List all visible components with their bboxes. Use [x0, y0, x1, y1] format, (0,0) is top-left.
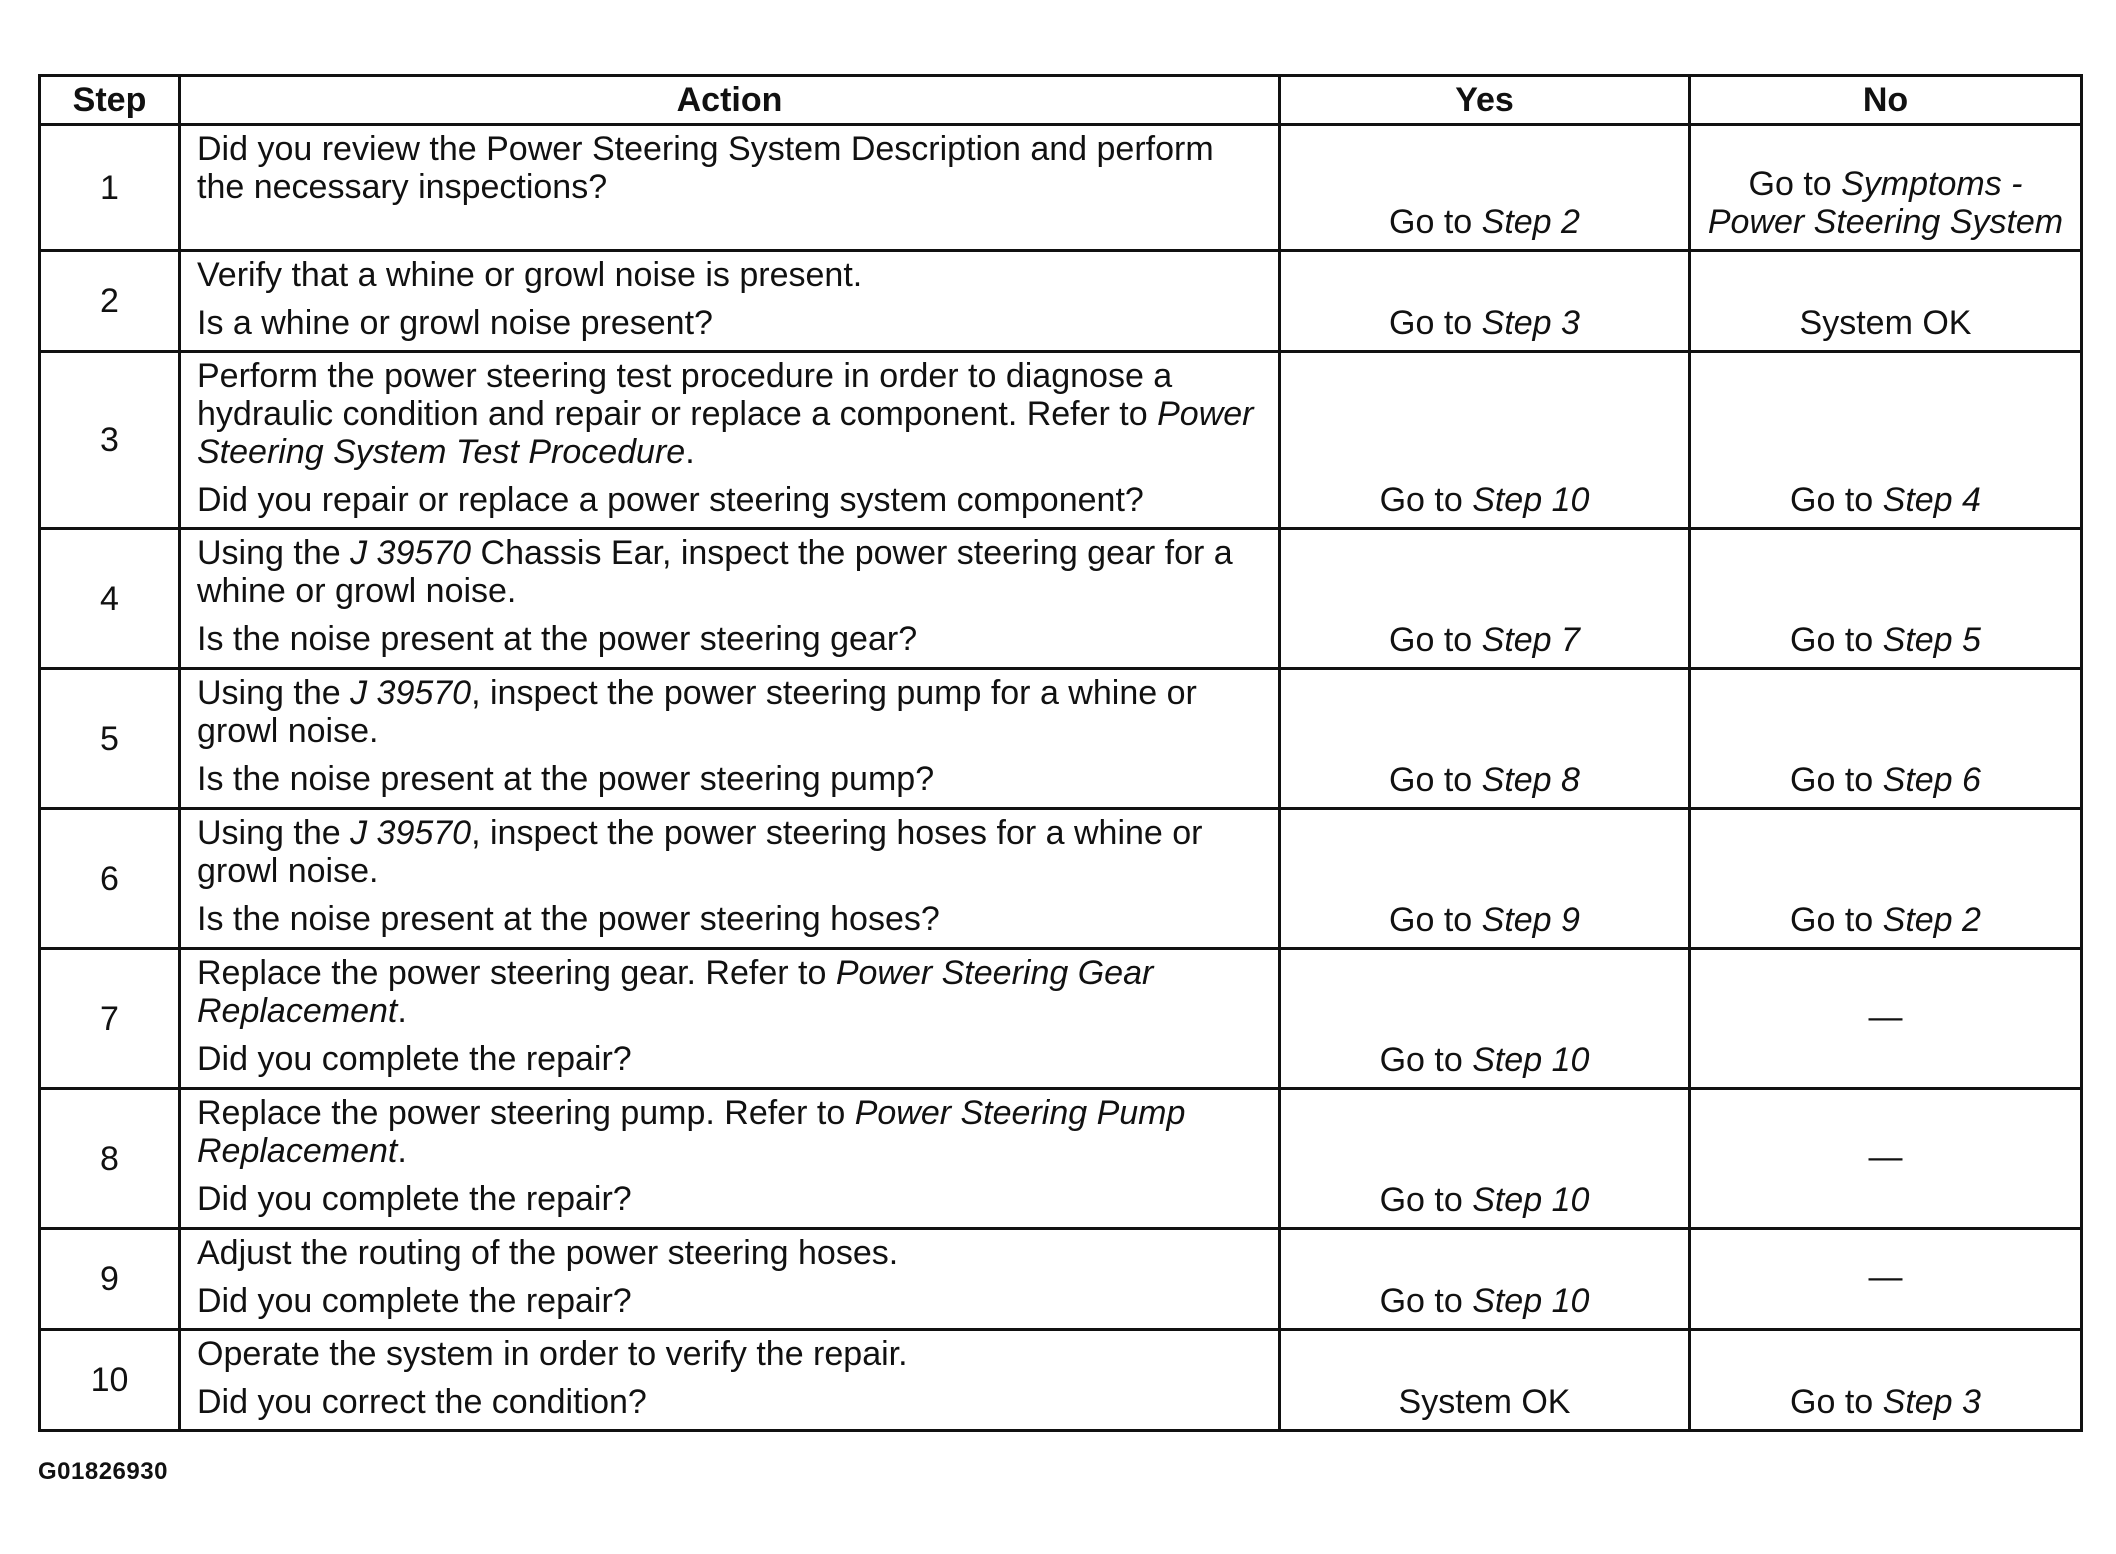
step-reference: Step 2	[1882, 901, 1981, 939]
table-row	[40, 949, 2082, 1089]
step-reference: Step 2	[1481, 203, 1580, 241]
action-text: Is the noise present at the power steering hoses?	[197, 900, 940, 938]
action-text: Did you complete the repair?	[197, 1282, 632, 1320]
result-text: Go to	[1790, 481, 1883, 519]
no-result-cell	[1690, 949, 2082, 1089]
result-text: —	[1868, 1258, 1903, 1296]
action-text: Using the	[197, 674, 351, 712]
step-number: 2	[40, 251, 180, 352]
action-text: Replace the power steering pump. Refer to	[197, 1094, 855, 1132]
result-text: System OK	[1799, 304, 1972, 342]
step-reference: Step 4	[1882, 481, 1981, 519]
action-paragraph	[197, 1383, 1264, 1421]
reference-text: Power Steering Pump Replacement	[197, 1094, 1186, 1170]
action-cell	[180, 949, 1280, 1089]
action-paragraph	[197, 1234, 1264, 1272]
action-cell	[180, 1089, 1280, 1229]
table-row	[40, 1229, 2082, 1330]
yes-result-cell	[1280, 949, 1690, 1089]
action-text: Adjust the routing of the power steering hoses.	[197, 1234, 899, 1272]
action-paragraph	[197, 760, 1264, 798]
action-text: Perform the power steering test procedure in order to diagnose a hydraulic condition and repair or replace a component. Refer to	[197, 357, 1173, 433]
no-result-cell	[1690, 251, 2082, 352]
result-text: Go to	[1379, 1282, 1473, 1320]
header-no: No	[1690, 76, 2082, 125]
table-body	[40, 125, 2082, 1431]
no-result-cell	[1690, 1229, 2082, 1330]
diagnostic-table	[38, 74, 2083, 1432]
action-cell	[180, 669, 1280, 809]
reference-text: J 39570	[350, 534, 472, 572]
diagnostic-table-container	[38, 74, 2080, 1432]
result-text: —	[1868, 1137, 1903, 1176]
step-number: 1	[40, 125, 180, 251]
header-step: Step	[40, 76, 180, 125]
action-paragraph	[197, 1094, 1264, 1170]
action-paragraph	[197, 534, 1264, 610]
yes-result-cell	[1280, 1229, 1690, 1330]
table-row	[40, 1330, 2082, 1431]
yes-result-cell	[1280, 352, 1690, 529]
table-row	[40, 1089, 2082, 1229]
action-paragraph	[197, 1180, 1264, 1218]
step-number: 8	[40, 1089, 180, 1229]
result-text: Go to	[1389, 621, 1482, 659]
step-reference: Symptoms - Power Steering System	[1707, 165, 2064, 241]
reference-text: Power Steering Gear Replacement	[197, 954, 1154, 1030]
result-text: Go to	[1790, 621, 1883, 659]
action-text: Chassis Ear, inspect the power steering gear for a whine or growl noise.	[197, 534, 1233, 610]
action-paragraph	[197, 1282, 1264, 1320]
table-row	[40, 125, 2082, 251]
action-text: Did you review the Power Steering System Description and perform the necessary inspections?	[197, 130, 1214, 206]
action-paragraph	[197, 1335, 1264, 1373]
table-row	[40, 669, 2082, 809]
result-text: —	[1868, 997, 1903, 1036]
action-text: , inspect the power steering pump for a whine or growl noise.	[197, 674, 1197, 750]
action-paragraph	[197, 130, 1264, 206]
action-text: Did you repair or replace a power steering system component?	[197, 481, 1144, 519]
step-reference: Step 9	[1481, 901, 1580, 939]
action-paragraph	[197, 1040, 1264, 1078]
result-text: Go to	[1379, 481, 1473, 519]
no-result-cell	[1690, 1330, 2082, 1431]
action-cell	[180, 809, 1280, 949]
step-reference: Step 10	[1472, 481, 1590, 519]
result-text: Go to	[1389, 304, 1482, 342]
result-text: Go to	[1379, 1181, 1473, 1219]
action-cell	[180, 251, 1280, 352]
reference-text: J 39570	[350, 674, 472, 712]
step-reference: Step 10	[1472, 1041, 1590, 1079]
header-action: Action	[180, 76, 1280, 125]
result-text: System OK	[1398, 1383, 1571, 1421]
yes-result-cell	[1280, 809, 1690, 949]
action-paragraph	[197, 674, 1264, 750]
step-reference: Step 6	[1882, 761, 1981, 799]
action-text: .	[397, 1132, 407, 1170]
action-paragraph	[197, 357, 1264, 471]
action-paragraph	[197, 814, 1264, 890]
action-text: Did you complete the repair?	[197, 1180, 632, 1218]
action-paragraph	[197, 256, 1264, 294]
no-result-cell	[1690, 529, 2082, 669]
reference-text: Power Steering System Test Procedure	[197, 395, 1254, 471]
yes-result-cell	[1280, 669, 1690, 809]
result-text: Go to	[1748, 165, 1842, 203]
action-text: Is the noise present at the power steering pump?	[197, 760, 935, 798]
result-text: Go to	[1389, 901, 1482, 939]
step-number: 4	[40, 529, 180, 669]
result-text: Go to	[1389, 761, 1482, 799]
result-text: Go to	[1790, 901, 1883, 939]
step-number: 7	[40, 949, 180, 1089]
action-text: Operate the system in order to verify the repair.	[197, 1335, 908, 1373]
step-number: 9	[40, 1229, 180, 1330]
action-paragraph	[197, 954, 1264, 1030]
table-row	[40, 529, 2082, 669]
action-paragraph	[197, 620, 1264, 658]
no-result-cell	[1690, 809, 2082, 949]
step-number: 10	[40, 1330, 180, 1431]
result-text: Go to	[1790, 1383, 1883, 1421]
yes-result-cell	[1280, 1089, 1690, 1229]
step-number: 6	[40, 809, 180, 949]
table-row	[40, 251, 2082, 352]
action-cell	[180, 1229, 1280, 1330]
step-reference: Step 10	[1472, 1181, 1590, 1219]
step-reference: Step 5	[1882, 621, 1981, 659]
action-text: Verify that a whine or growl noise is present.	[197, 256, 863, 294]
action-text: Replace the power steering gear. Refer to	[197, 954, 836, 992]
yes-result-cell	[1280, 1330, 1690, 1431]
no-result-cell	[1690, 1089, 2082, 1229]
step-number: 5	[40, 669, 180, 809]
yes-result-cell	[1280, 251, 1690, 352]
result-text: Go to	[1790, 761, 1883, 799]
header-row	[40, 76, 2082, 125]
action-cell	[180, 352, 1280, 529]
table-row	[40, 352, 2082, 529]
step-reference: Step 8	[1481, 761, 1580, 799]
yes-result-cell	[1280, 125, 1690, 251]
step-reference: Step 7	[1481, 621, 1580, 659]
step-number: 3	[40, 352, 180, 529]
action-text: Did you correct the condition?	[197, 1383, 647, 1421]
action-text: Using the	[197, 534, 351, 572]
action-paragraph	[197, 900, 1264, 938]
no-result-cell	[1690, 669, 2082, 809]
action-text: , inspect the power steering hoses for a whine or growl noise.	[197, 814, 1203, 890]
action-paragraph	[197, 481, 1264, 519]
action-text: Did you complete the repair?	[197, 1040, 632, 1078]
action-text: Is a whine or growl noise present?	[197, 304, 713, 342]
step-reference: Step 3	[1481, 304, 1580, 342]
reference-text: J 39570	[350, 814, 472, 852]
action-cell	[180, 1330, 1280, 1431]
step-reference: Step 10	[1472, 1282, 1590, 1320]
no-result-cell	[1690, 125, 2082, 251]
action-text: .	[397, 992, 407, 1030]
table-row	[40, 809, 2082, 949]
result-text: Go to	[1389, 203, 1482, 241]
step-reference: Step 3	[1882, 1383, 1981, 1421]
no-result-cell	[1690, 352, 2082, 529]
action-cell	[180, 125, 1280, 251]
action-text: Is the noise present at the power steering gear?	[197, 620, 918, 658]
result-text: Go to	[1379, 1041, 1473, 1079]
figure-id: G01826930	[38, 1458, 168, 1485]
yes-result-cell	[1280, 529, 1690, 669]
action-text: .	[685, 433, 695, 471]
header-yes: Yes	[1280, 76, 1690, 125]
action-cell	[180, 529, 1280, 669]
action-paragraph	[197, 304, 1264, 342]
action-text: Using the	[197, 814, 351, 852]
